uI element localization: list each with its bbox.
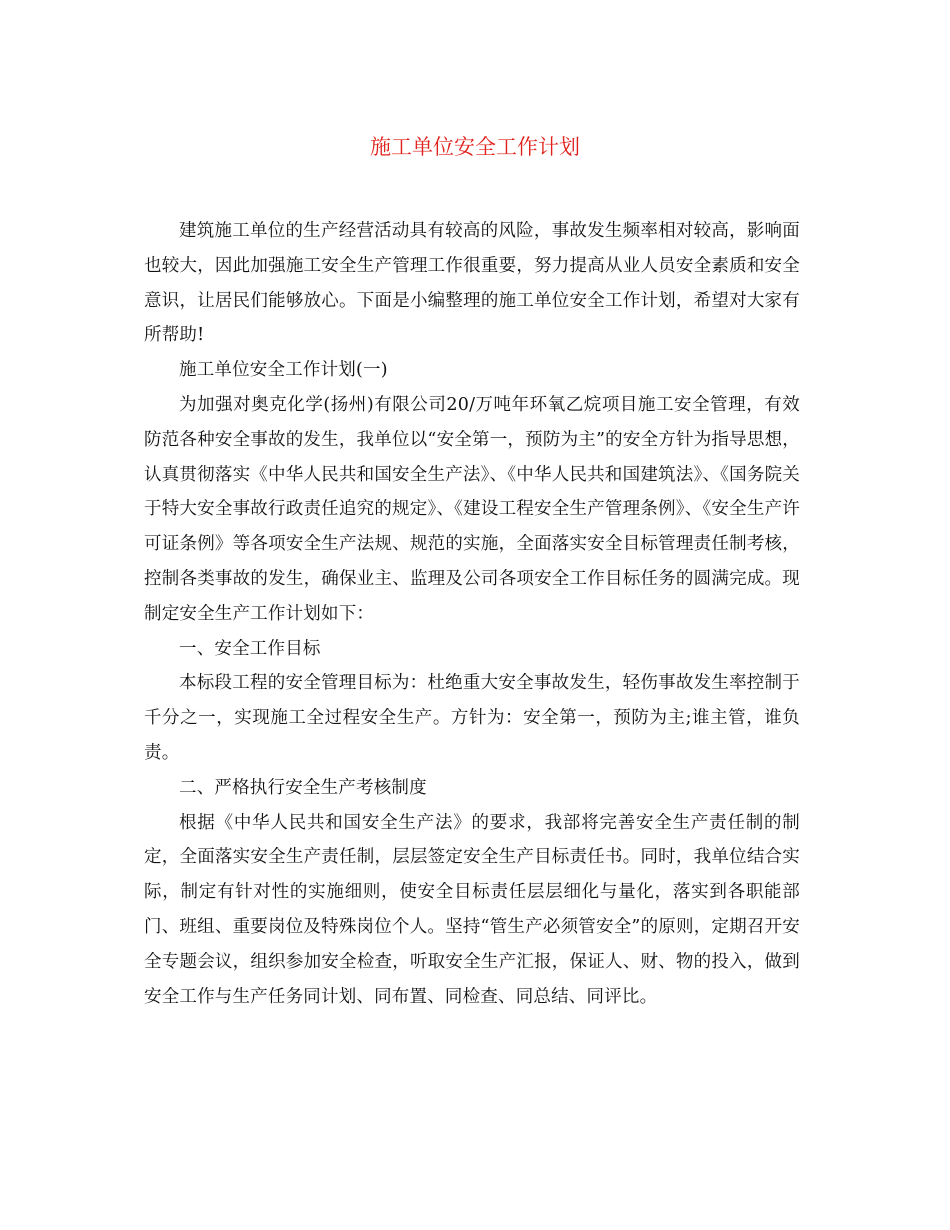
section-heading-assessment-system: 二、严格执行安全生产考核制度 xyxy=(179,777,427,798)
assessment-system-paragraph: 根据《中华人民共和国安全生产法》的要求，我部将完善安全生产责任制的制定，全面落实安全生产责任制，层层签定安全生产目标责任书。同时，我单位结合实际，制定有针对性的实施细则，使安全目标责任层层细化与量化，落实到各职能部门、班组、重要岗位及特殊岗位个人。坚持“管生产必须管安全”的原则，定期召开安全专题会议，组织参加安全检查，听取安全生产汇报，保证人、财、物的投入，做到安全工作与生产任务同计划、同布置、同检查、同总结、同评比。 xyxy=(144,812,800,1007)
section-heading-plan-one: 施工单位安全工作计划(一) xyxy=(179,360,388,381)
section-heading-safety-goal: 一、安全工作目标 xyxy=(179,638,321,659)
plan-purpose-paragraph: 为加强对奥克化学(扬州)有限公司20/万吨年环氧乙烷项目施工安全管理，有效防范各种安全事故的发生，我单位以“安全第一，预防为主”的安全方针为指导思想，认真贯彻落实《中华人民共和国安全生产法》、《中华人民共和国建筑法》、《国务院关于特大安全事故行政责任追究的规定》、《建设工程安全生产管理条例》、《安全生产许可证条例》等各项安全生产法规、规范的实施，全面落实安全目标管理责任制考核，控制各类事故的发生，确保业主、监理及公司各项安全工作目标任务的圆满完成。现制定安全生产工作计划如下： xyxy=(144,394,800,624)
intro-paragraph: 建筑施工单位的生产经营活动具有较高的风险，事故发生频率相对较高，影响面也较大，因此加强施工安全生产管理工作很重要，努力提高从业人员安全素质和安全意识，让居民们能够放心。下面是小编整理的施工单位安全工作计划，希望对大家有所帮助! xyxy=(144,221,800,346)
document-title: 施工单位安全工作计划 xyxy=(370,135,580,159)
document-body xyxy=(144,214,800,1014)
safety-goal-paragraph: 本标段工程的安全管理目标为：杜绝重大安全事故发生，轻伤事故发生率控制于千分之一，实现施工全过程安全生产。方针为：安全第一，预防为主;谁主管，谁负责。 xyxy=(144,673,800,763)
